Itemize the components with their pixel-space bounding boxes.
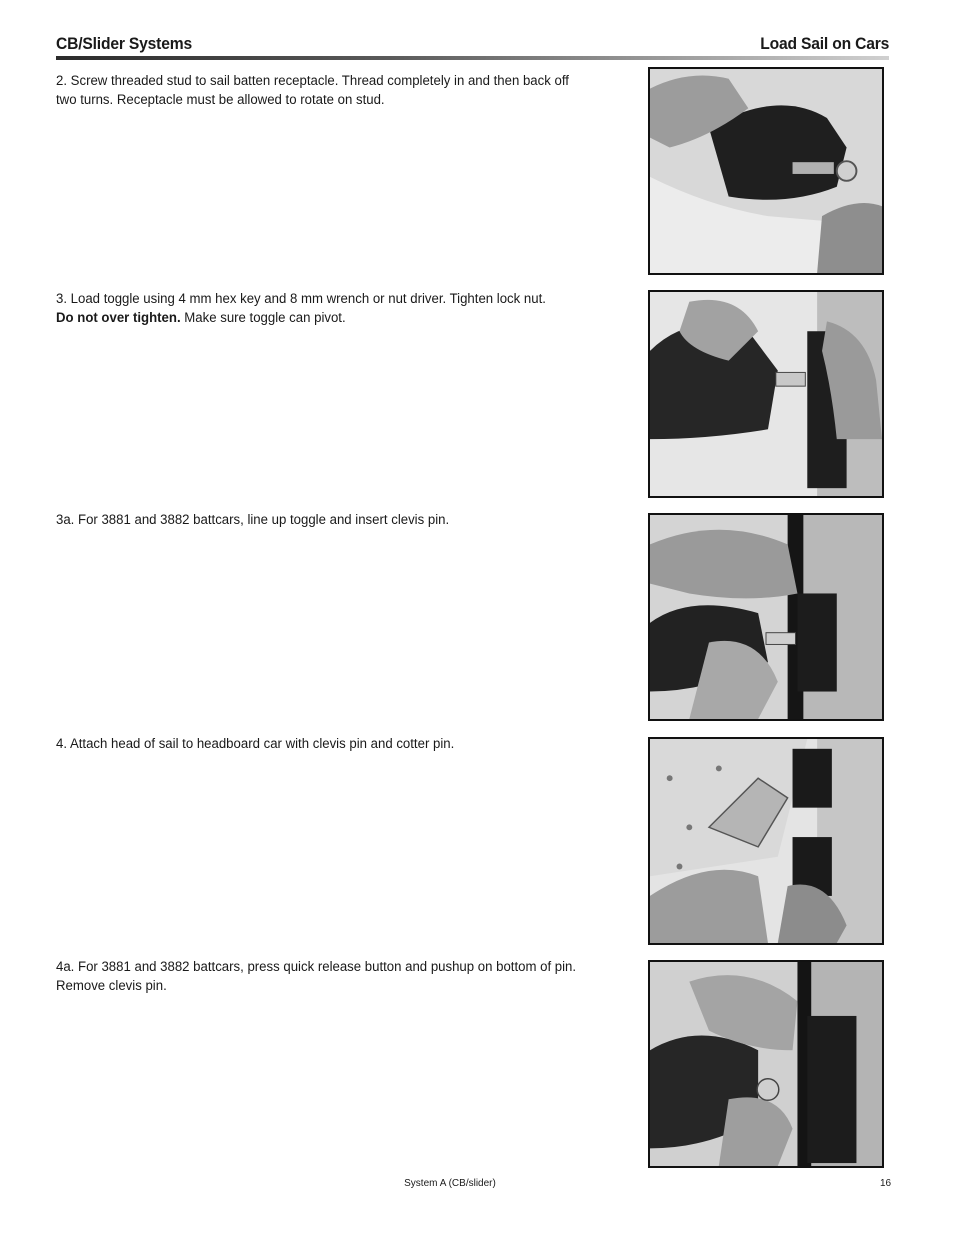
footer-system-label: System A (CB/slider): [404, 1178, 496, 1189]
step-3-photo: [648, 290, 884, 498]
step-4-text: 4. Attach head of sail to headboard car with clevis pin and cotter pin.: [56, 736, 455, 752]
step-2-photo: [648, 67, 884, 275]
step-4a-photo: [648, 960, 884, 1168]
header-rule: [56, 56, 889, 60]
step-4-photo: [648, 737, 884, 945]
step-3a-photo: [648, 513, 884, 721]
step-2-text: 2. Screw threaded stud to sail batten receptacle. Thread completely in and then back off two turns. Receptacle must be allowed to rotate on stud.: [56, 73, 569, 108]
step-4a-text: 4a. For 3881 and 3882 battcars, press quick release button and pushup on bottom of pin. Remove clevis pin.: [56, 959, 577, 994]
step-3-text: 3. Load toggle using 4 mm hex key and 8 mm wrench or nut driver. Tighten lock nut. Do not over tighten. Make sure toggle can pivot.: [56, 291, 546, 326]
section-title: CB/Slider Systems: [56, 34, 192, 53]
page-number: 16: [880, 1178, 892, 1189]
page-title: Load Sail on Cars: [760, 34, 889, 53]
step-3a-text: 3a. For 3881 and 3882 battcars, line up toggle and insert clevis pin.: [56, 512, 450, 528]
